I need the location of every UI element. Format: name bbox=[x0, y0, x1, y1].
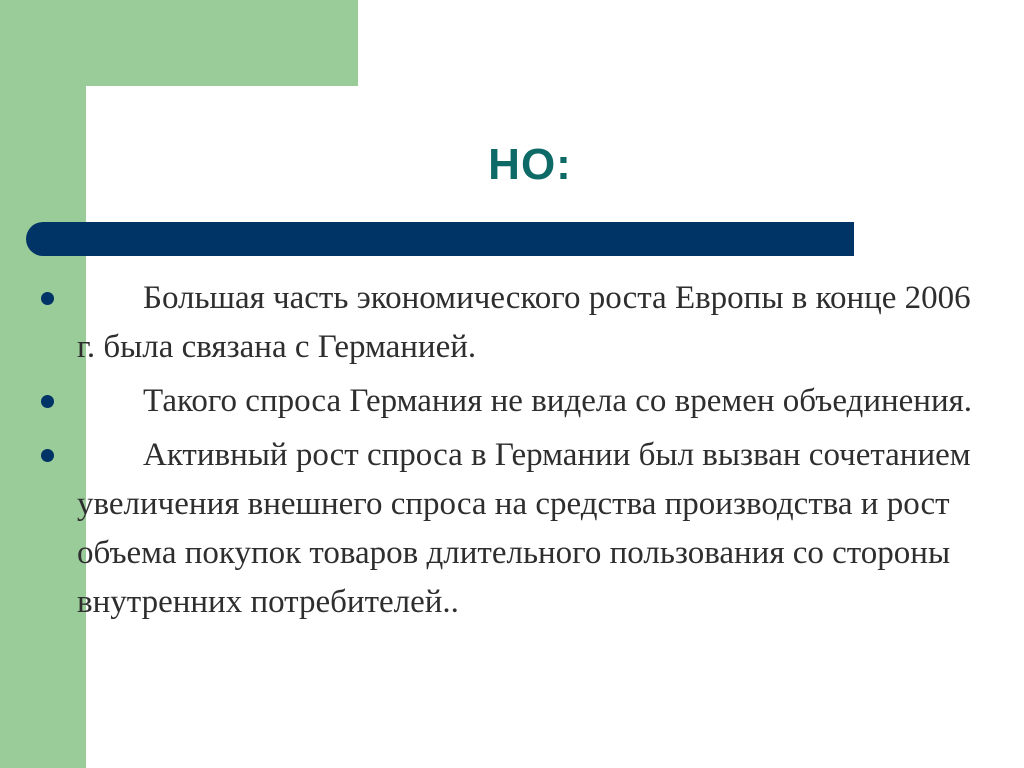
bullet-item bbox=[40, 377, 980, 426]
bullet-dot-icon bbox=[41, 395, 54, 408]
bullet-text: Большая часть экономического роста Европы в конце 2006 г. была связана с Германией. bbox=[77, 280, 971, 365]
bullet-list bbox=[40, 274, 980, 632]
bullet-text: Активный рост спроса в Германии был вызван сочетанием увеличения внешнего спроса на средства производства и рост объема покупок товаров длительного пользования со стороны внутренних потребителей.. bbox=[77, 437, 971, 620]
bullet-item bbox=[40, 431, 980, 627]
bullet-dot-icon bbox=[41, 449, 54, 462]
title-divider-bar bbox=[26, 222, 854, 256]
bullet-text: Такого спроса Германия не видела со времен объединения. bbox=[143, 383, 973, 419]
bullet-item bbox=[40, 274, 980, 372]
slide-title: НО: bbox=[488, 140, 572, 189]
bullet-dot-icon bbox=[41, 292, 54, 305]
